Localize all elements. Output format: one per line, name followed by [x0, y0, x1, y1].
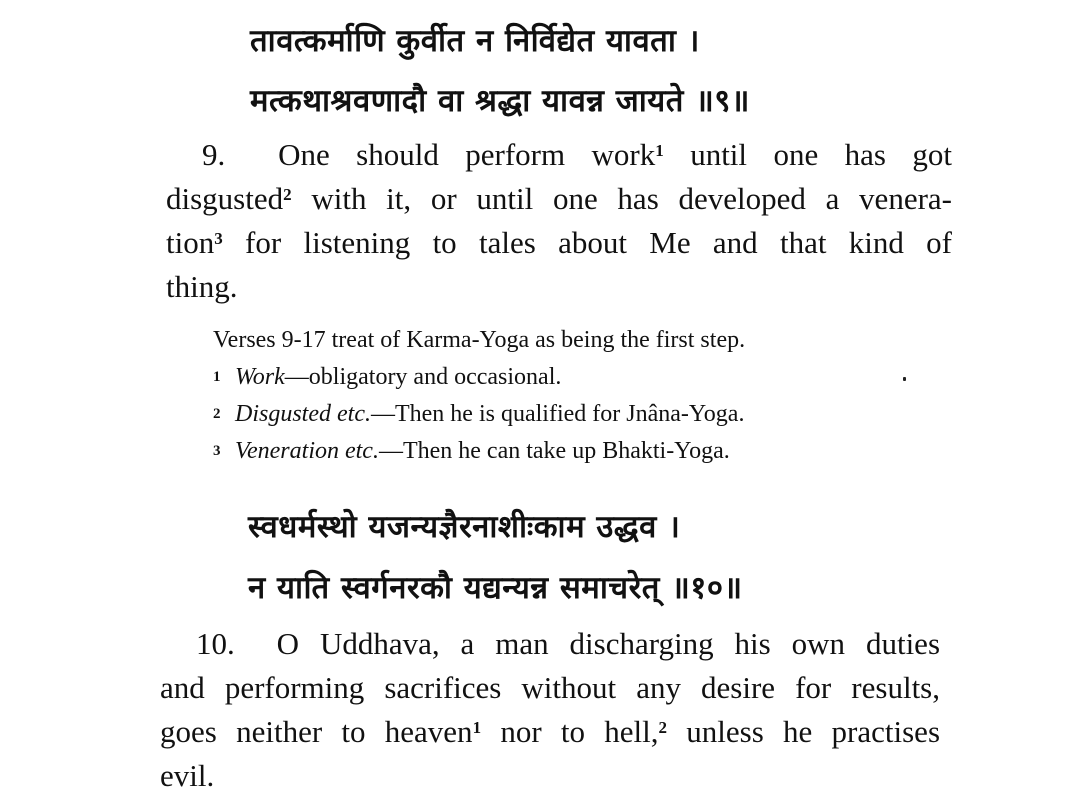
verse-9-translation-line-4: thing.: [166, 269, 238, 304]
note-1-term: Work: [235, 364, 285, 390]
footnote-ref-1: 1: [655, 141, 664, 160]
verse-9-number: 9.: [202, 137, 226, 172]
footnote-ref-heaven: 1: [472, 718, 482, 737]
verse-10-translation-line-4: evil.: [160, 758, 215, 793]
notes-intro: Verses 9-17 treat of Karma-Yoga as being the first step.: [213, 327, 746, 353]
footnote-ref-2: 2: [283, 185, 292, 204]
verse-9-translation: [166, 133, 952, 309]
verse-9-translation-line-2: disgusted$^2$ with it, or until one has developed a venera-: [166, 181, 952, 216]
verse-9-sanskrit-line-2: मत्कथाश्रवणादौ वा श्रद्धा यावन्न जायते ॥९॥: [250, 83, 750, 119]
note-2: [213, 396, 745, 433]
verse-9-notes: [213, 322, 745, 470]
note-3: [213, 433, 745, 470]
verse-9-sanskrit-line-1: तावत्कर्माणि कुर्वीत न निर्विद्येत यावता ।: [250, 23, 700, 59]
note-1: [213, 359, 745, 396]
footnote-ref-hell: 2: [658, 718, 668, 737]
verse-9-translation-line-1: 9. One should perform work$^1$ until one has got: [202, 137, 952, 172]
note-2-text: —Then he is qualified for Jnâna-Yoga.: [370, 401, 745, 427]
footnote-ref-3: 3: [214, 229, 223, 248]
verse-10-number: 10.: [196, 626, 235, 661]
note-3-term: Veneration etc.: [235, 438, 379, 464]
note-3-mark: 3: [213, 443, 221, 459]
verse-10-sanskrit-line-2: न याति स्वर्गनरकौ यद्यन्यन्न समाचरेत् ॥१०॥: [248, 570, 743, 606]
note-1-mark: 1: [213, 369, 221, 385]
verse-10-translation-line-3: goes neither to heaven$^1$ nor to hell,$^2$ unless he practises: [160, 714, 941, 749]
print-speck: [903, 377, 906, 381]
verse-10-translation-line-2: and performing sacrifices without any desire for results,: [160, 670, 940, 705]
note-2-term: Disgusted etc.: [235, 401, 371, 427]
verse-9-translation-line-3: tion$^3$ for listening to tales about Me and that kind of: [166, 225, 952, 260]
verse-10-translation-line-1: 10. O Uddhava, a man discharging his own duties: [196, 626, 941, 661]
verse-10-translation: [160, 622, 940, 798]
note-3-text: —Then he can take up Bhakti-Yoga.: [378, 438, 730, 464]
verse-10-sanskrit-line-1: स्वधर्मस्थो यजन्यज्ञैरनाशीःकाम उद्धव ।: [248, 509, 681, 545]
note-2-mark: 2: [213, 406, 221, 422]
note-1-text: —obligatory and occasional.: [284, 364, 562, 390]
